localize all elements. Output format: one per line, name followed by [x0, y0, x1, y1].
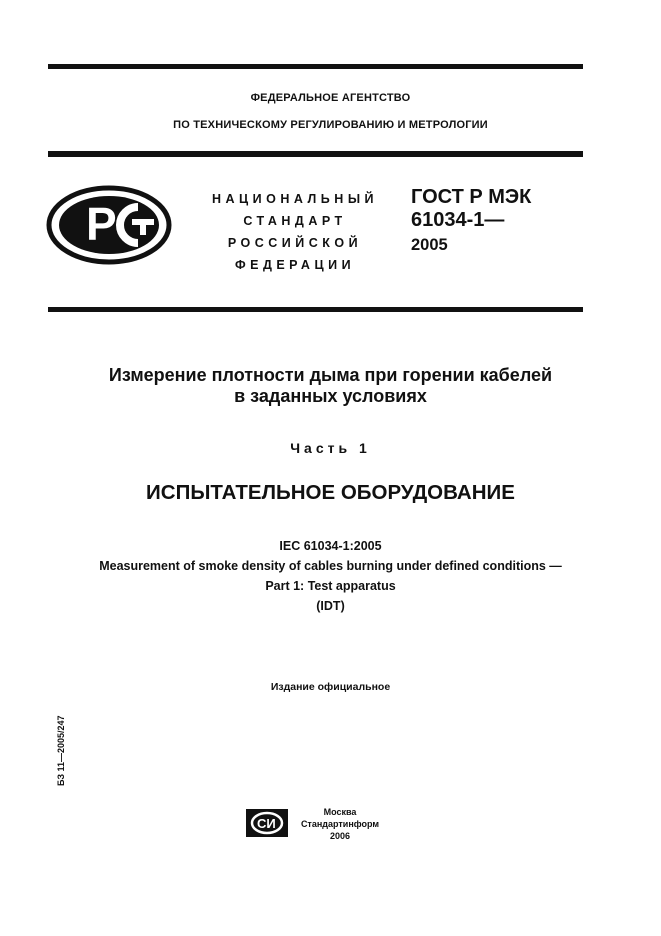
- national-standard-label: [200, 188, 390, 276]
- english-title: Measurement of smoke density of cables burning under defined conditions —: [99, 559, 562, 573]
- national-label-line: РОССИЙСКОЙ: [227, 236, 363, 250]
- designation-line-1: ГОСТ Р МЭК: [411, 186, 532, 208]
- publisher-year: 2006: [329, 831, 351, 841]
- svg-text:СИ: СИ: [257, 816, 276, 831]
- main-title: ИСПЫТАТЕЛЬНОЕ ОБОРУДОВАНИЕ: [146, 481, 515, 504]
- edition-label: Издание официальное: [270, 681, 391, 693]
- agency-line-2: ПО ТЕХНИЧЕСКОМУ РЕГУЛИРОВАНИЮ И МЕТРОЛОГИИ: [173, 119, 488, 131]
- equivalence-degree: (IDT): [316, 599, 345, 613]
- designation-line-3: 2005: [411, 236, 448, 254]
- standartinform-logo-icon: [246, 809, 288, 837]
- national-label-line: НАЦИОНАЛЬНЫЙ: [211, 192, 379, 206]
- publisher-info: [295, 806, 385, 842]
- middle-rule: [48, 151, 583, 157]
- publisher-city: Москва: [323, 807, 357, 817]
- bottom-rule: [48, 307, 583, 312]
- part-label: Часть 1: [290, 440, 371, 456]
- iec-reference: IEC 61034-1:2005: [279, 539, 382, 553]
- top-rule: [48, 64, 583, 69]
- english-part: Part 1: Test apparatus: [265, 579, 396, 593]
- standard-designation: [411, 186, 531, 258]
- publisher-name: Стандартинформ: [300, 819, 380, 829]
- svg-text:Р: Р: [86, 198, 117, 250]
- designation-line-2: 61034-1—: [411, 209, 505, 231]
- agency-line-1: ФЕДЕРАЛЬНОЕ АГЕНТСТВО: [250, 92, 411, 104]
- rst-logo-icon: [46, 185, 172, 265]
- title-line-1: Измерение плотности дыма при горении кабелей: [108, 365, 553, 385]
- national-label-line: СТАНДАРТ: [243, 214, 347, 228]
- side-note: БЗ 11—2005/247: [56, 715, 66, 786]
- national-label-line: ФЕДЕРАЦИИ: [234, 258, 356, 272]
- title-line-2: в заданных условиях: [234, 386, 427, 406]
